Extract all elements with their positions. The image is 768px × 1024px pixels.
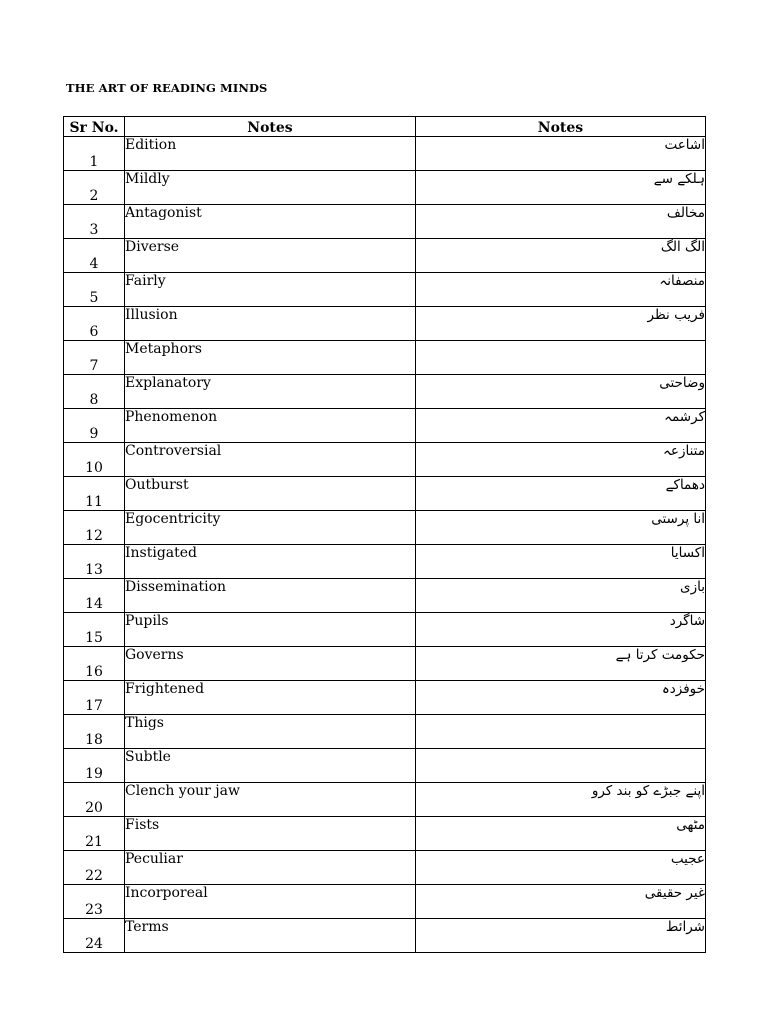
urdu-meaning-cell: منصفانہ bbox=[416, 273, 706, 307]
urdu-meaning-cell: وضاحتی bbox=[416, 375, 706, 409]
english-word-cell: Terms bbox=[125, 919, 416, 953]
table-row bbox=[64, 171, 706, 205]
english-word-cell: Phenomenon bbox=[125, 409, 416, 443]
table-row bbox=[64, 137, 706, 171]
english-word-cell: Antagonist bbox=[125, 205, 416, 239]
header-sr-no: Sr No. bbox=[64, 117, 125, 137]
urdu-meaning-cell: بازی bbox=[416, 579, 706, 613]
english-word-cell: Edition bbox=[125, 137, 416, 171]
table-row bbox=[64, 851, 706, 885]
sr-number-cell: 18 bbox=[64, 715, 125, 749]
table-row bbox=[64, 749, 706, 783]
urdu-meaning-cell: الگ الگ bbox=[416, 239, 706, 273]
english-word-cell: Instigated bbox=[125, 545, 416, 579]
urdu-meaning-cell: اکسایا bbox=[416, 545, 706, 579]
sr-number-cell: 19 bbox=[64, 749, 125, 783]
urdu-meaning-cell: کرشمہ bbox=[416, 409, 706, 443]
table-row bbox=[64, 307, 706, 341]
table-body bbox=[64, 137, 706, 953]
table-row bbox=[64, 409, 706, 443]
english-word-cell: Metaphors bbox=[125, 341, 416, 375]
english-word-cell: Illusion bbox=[125, 307, 416, 341]
english-word-cell: Fairly bbox=[125, 273, 416, 307]
sr-number-cell: 8 bbox=[64, 375, 125, 409]
urdu-meaning-cell: شاگرد bbox=[416, 613, 706, 647]
table-row bbox=[64, 545, 706, 579]
urdu-meaning-cell: دھماکے bbox=[416, 477, 706, 511]
sr-number-cell: 22 bbox=[64, 851, 125, 885]
english-word-cell: Explanatory bbox=[125, 375, 416, 409]
sr-number-cell: 15 bbox=[64, 613, 125, 647]
english-word-cell: Peculiar bbox=[125, 851, 416, 885]
table-row bbox=[64, 613, 706, 647]
english-word-cell: Thigs bbox=[125, 715, 416, 749]
sr-number-cell: 6 bbox=[64, 307, 125, 341]
english-word-cell: Pupils bbox=[125, 613, 416, 647]
urdu-meaning-cell: فریب نظر bbox=[416, 307, 706, 341]
header-notes-english: Notes bbox=[125, 117, 416, 137]
table-row bbox=[64, 715, 706, 749]
sr-number-cell: 21 bbox=[64, 817, 125, 851]
sr-number-cell: 5 bbox=[64, 273, 125, 307]
sr-number-cell: 17 bbox=[64, 681, 125, 715]
table-row bbox=[64, 681, 706, 715]
sr-number-cell: 11 bbox=[64, 477, 125, 511]
english-word-cell: Clench your jaw bbox=[125, 783, 416, 817]
sr-number-cell: 16 bbox=[64, 647, 125, 681]
english-word-cell: Diverse bbox=[125, 239, 416, 273]
table-row bbox=[64, 511, 706, 545]
table-row bbox=[64, 919, 706, 953]
sr-number-cell: 10 bbox=[64, 443, 125, 477]
urdu-meaning-cell: متنازعہ bbox=[416, 443, 706, 477]
english-word-cell: Mildly bbox=[125, 171, 416, 205]
table-row bbox=[64, 205, 706, 239]
urdu-meaning-cell: خوفزدہ bbox=[416, 681, 706, 715]
urdu-meaning-cell: انا پرستی bbox=[416, 511, 706, 545]
sr-number-cell: 12 bbox=[64, 511, 125, 545]
table-row bbox=[64, 341, 706, 375]
sr-number-cell: 13 bbox=[64, 545, 125, 579]
header-notes-urdu: Notes bbox=[416, 117, 706, 137]
table-row bbox=[64, 477, 706, 511]
english-word-cell: Egocentricity bbox=[125, 511, 416, 545]
document-title: THE ART OF READING MINDS bbox=[66, 81, 268, 95]
english-word-cell: Subtle bbox=[125, 749, 416, 783]
vocabulary-table bbox=[63, 116, 706, 953]
urdu-meaning-cell: اپنے جبڑے کو بند کرو bbox=[416, 783, 706, 817]
table-row bbox=[64, 885, 706, 919]
english-word-cell: Fists bbox=[125, 817, 416, 851]
urdu-meaning-cell: حکومت کرتا ہے bbox=[416, 647, 706, 681]
table-row bbox=[64, 239, 706, 273]
urdu-meaning-cell: اشاعت bbox=[416, 137, 706, 171]
urdu-meaning-cell: عجیب bbox=[416, 851, 706, 885]
english-word-cell: Governs bbox=[125, 647, 416, 681]
sr-number-cell: 9 bbox=[64, 409, 125, 443]
urdu-meaning-cell: مخالف bbox=[416, 205, 706, 239]
sr-number-cell: 24 bbox=[64, 919, 125, 953]
sr-number-cell: 23 bbox=[64, 885, 125, 919]
sr-number-cell: 4 bbox=[64, 239, 125, 273]
table-row bbox=[64, 579, 706, 613]
table-header-row bbox=[64, 117, 706, 137]
english-word-cell: Incorporeal bbox=[125, 885, 416, 919]
english-word-cell: Controversial bbox=[125, 443, 416, 477]
urdu-meaning-cell: غیر حقیقی bbox=[416, 885, 706, 919]
urdu-meaning-cell bbox=[416, 341, 706, 375]
english-word-cell: Frightened bbox=[125, 681, 416, 715]
table-row bbox=[64, 443, 706, 477]
sr-number-cell: 7 bbox=[64, 341, 125, 375]
sr-number-cell: 1 bbox=[64, 137, 125, 171]
urdu-meaning-cell bbox=[416, 749, 706, 783]
table-row bbox=[64, 647, 706, 681]
english-word-cell: Dissemination bbox=[125, 579, 416, 613]
urdu-meaning-cell: مٹھی bbox=[416, 817, 706, 851]
table-row bbox=[64, 375, 706, 409]
table-row bbox=[64, 273, 706, 307]
table-row bbox=[64, 783, 706, 817]
sr-number-cell: 20 bbox=[64, 783, 125, 817]
urdu-meaning-cell: شرائط bbox=[416, 919, 706, 953]
sr-number-cell: 2 bbox=[64, 171, 125, 205]
sr-number-cell: 14 bbox=[64, 579, 125, 613]
urdu-meaning-cell bbox=[416, 715, 706, 749]
sr-number-cell: 3 bbox=[64, 205, 125, 239]
english-word-cell: Outburst bbox=[125, 477, 416, 511]
table-row bbox=[64, 817, 706, 851]
urdu-meaning-cell: ہلکے سے bbox=[416, 171, 706, 205]
